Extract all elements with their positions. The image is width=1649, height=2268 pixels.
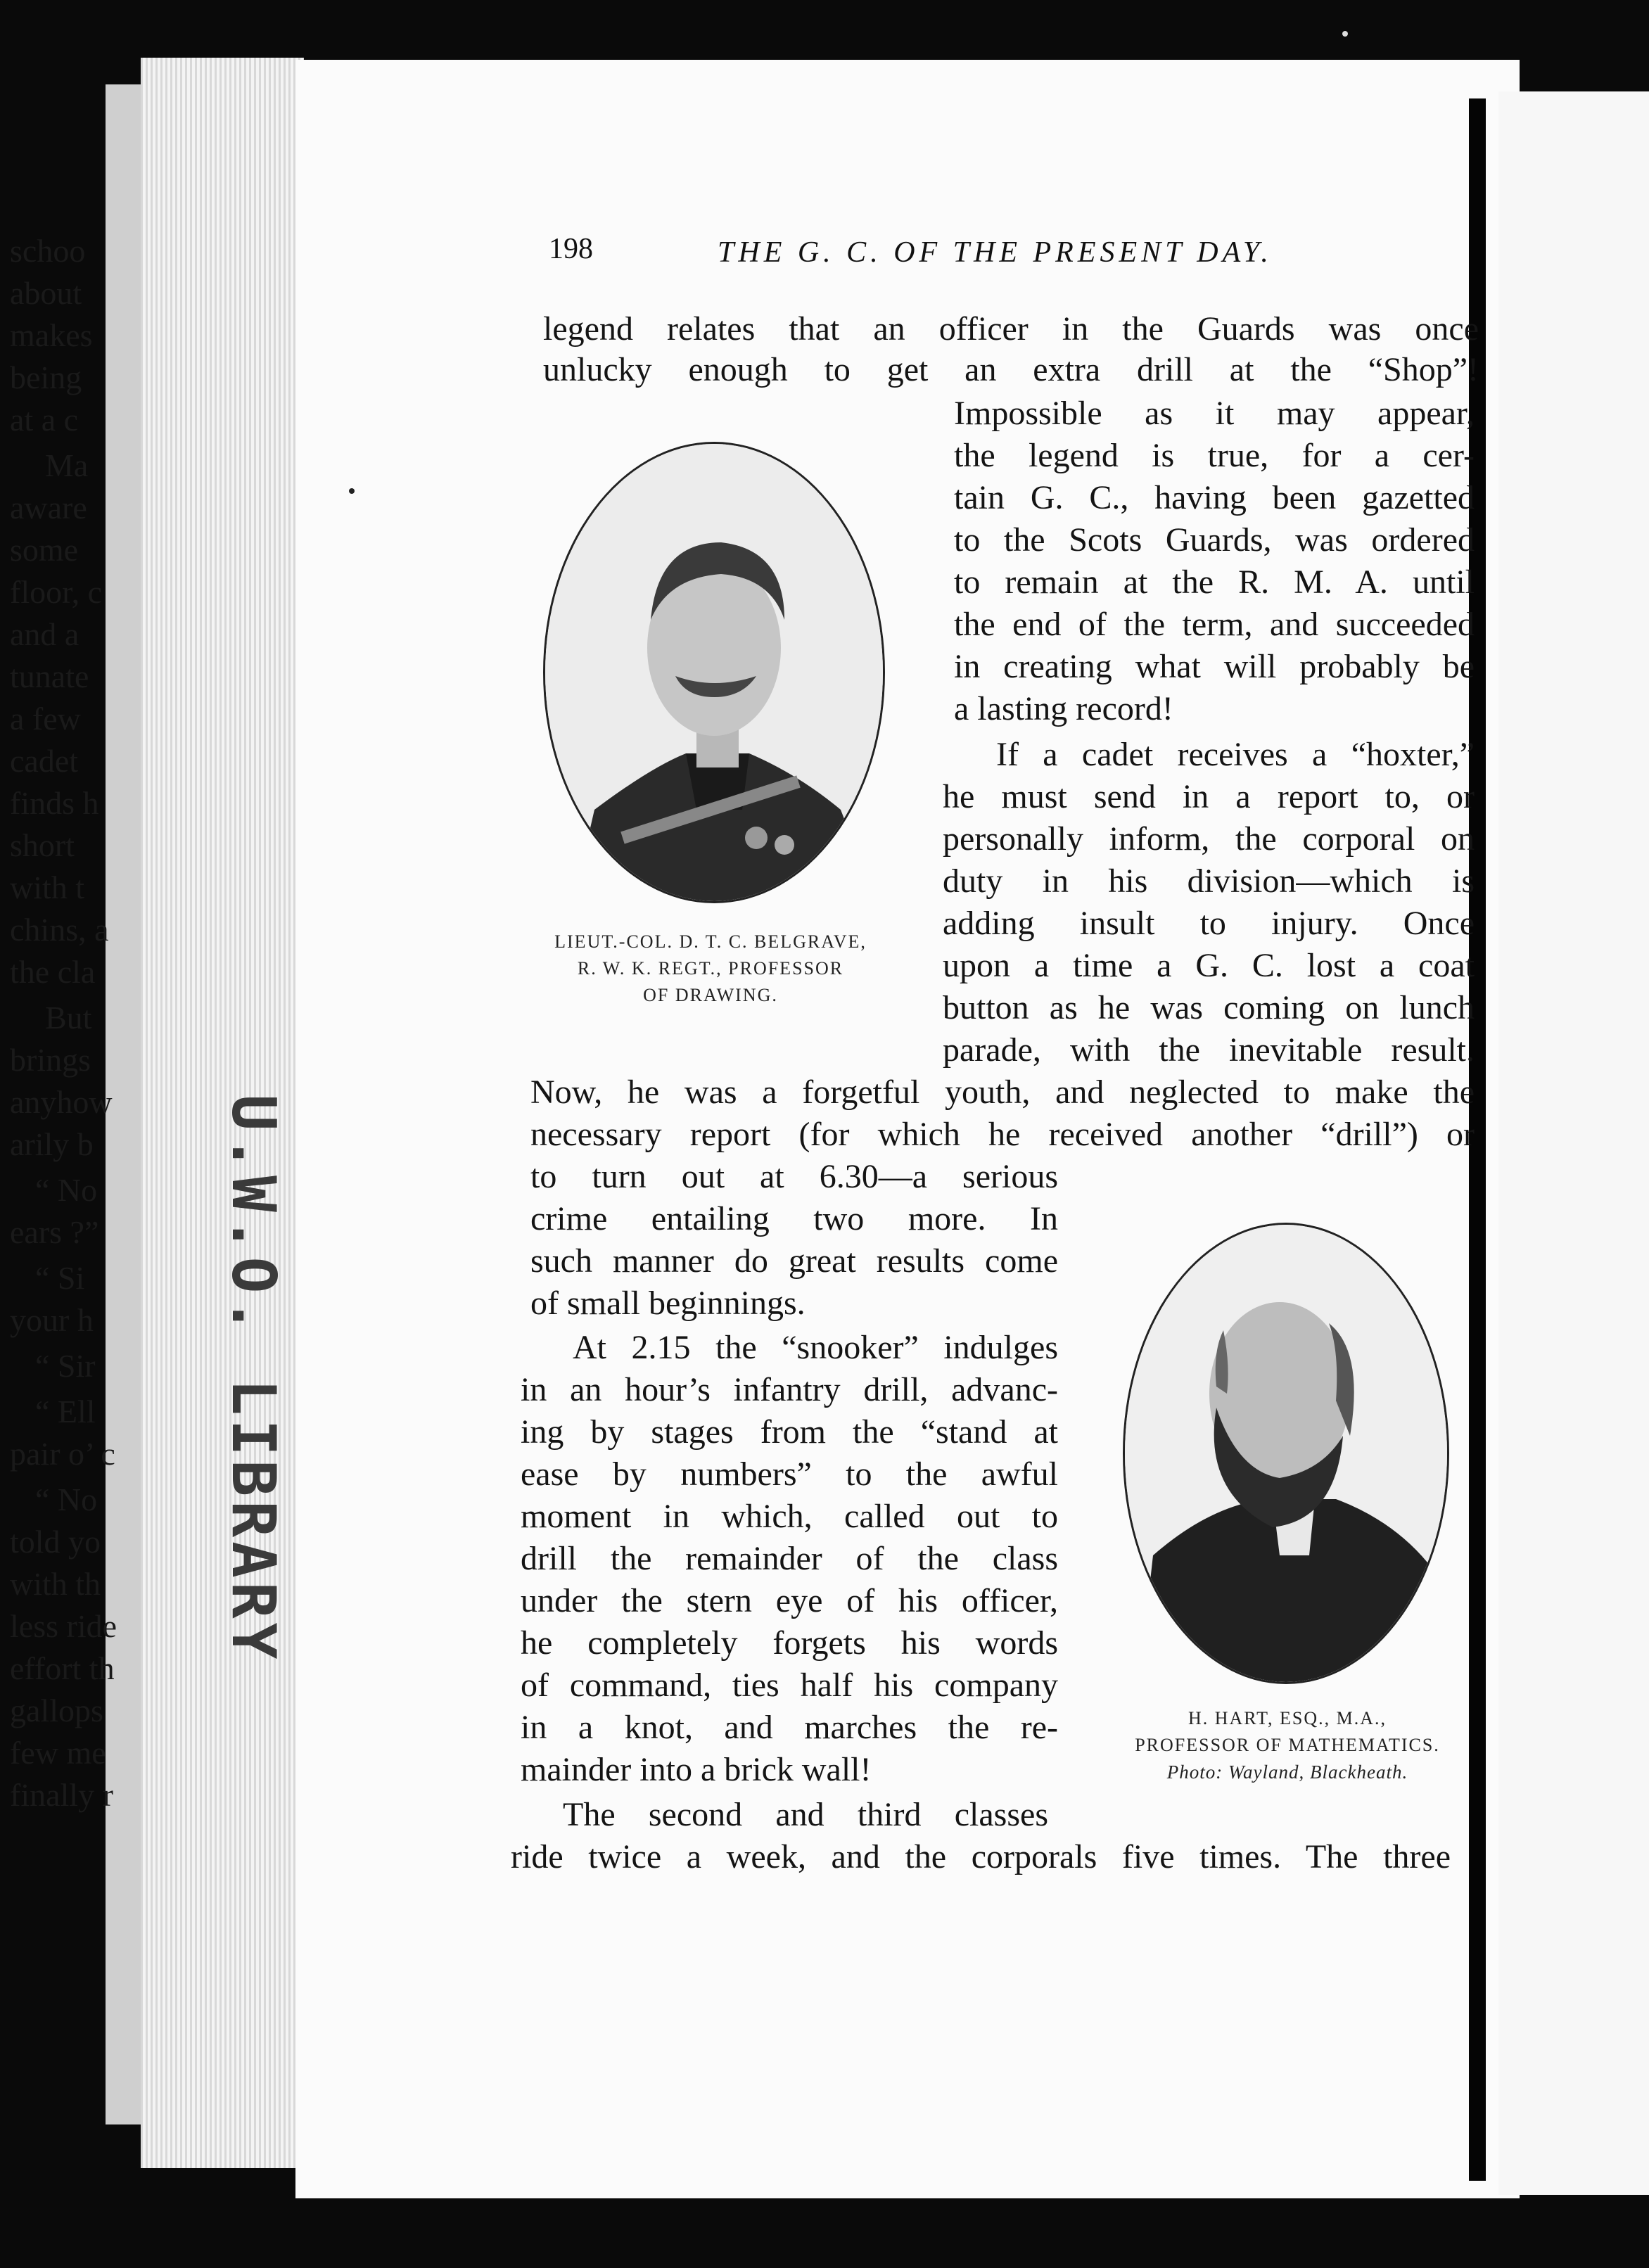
text-line: necessary report (for which he received another “drill”) or xyxy=(530,1116,1475,1153)
text-line: parade, with the inevitable result. xyxy=(943,1031,1475,1069)
next-page-line: tunate xyxy=(10,658,89,694)
text-line: he completely forgets his words xyxy=(521,1624,1058,1662)
text-line: of small beginnings. xyxy=(530,1285,806,1322)
next-page-line: “ Ell xyxy=(35,1394,96,1429)
text-line: a lasting record! xyxy=(954,690,1173,727)
text-line: duty in his division—which is xyxy=(943,862,1475,900)
next-page-line: gallops xyxy=(10,1693,103,1728)
text-line: to turn out at 6.30—a serious xyxy=(530,1158,1058,1195)
text-line: button as he was coming on lunch xyxy=(943,989,1475,1026)
speck xyxy=(1342,31,1348,37)
text-line: in an hour’s infantry drill, advanc- xyxy=(521,1371,1058,1408)
text-line: drill the remainder of the class xyxy=(521,1540,1058,1577)
page-number: 198 xyxy=(549,233,593,265)
text-line: such manner do great results come xyxy=(530,1242,1058,1280)
portrait-hart-image xyxy=(1125,1225,1447,1682)
portrait-hart xyxy=(1123,1223,1449,1684)
text-line: ing by stages from the “stand at xyxy=(521,1413,1058,1451)
next-page-line: schoo xyxy=(10,233,86,269)
next-page-line: and a xyxy=(10,616,79,652)
text-line: adding insult to injury. Once xyxy=(943,905,1475,942)
caption-line: H. HART, ESQ., M.A., xyxy=(1188,1708,1387,1728)
figure2-caption xyxy=(1097,1705,1477,1785)
next-page-line: But xyxy=(45,1000,92,1036)
next-page-line: less ride xyxy=(10,1608,117,1644)
text-line: mainder into a brick wall! xyxy=(521,1751,872,1788)
text-line: The second and third classes xyxy=(563,1796,1048,1833)
next-page-line: finds h xyxy=(10,785,99,821)
caption-line: PROFESSOR OF MATHEMATICS. xyxy=(1135,1735,1440,1755)
next-page xyxy=(1498,91,1649,2195)
next-page-line: your h xyxy=(10,1302,94,1338)
photo-credit: Photo: Wayland, Blackheath. xyxy=(1166,1761,1408,1783)
library-stamp xyxy=(211,1094,295,1664)
text-line: to the Scots Guards, was ordered xyxy=(954,521,1475,559)
library-stamp-text: U.W.O. LIBRARY xyxy=(218,1094,288,1664)
caption-line: R. W. K. REGT., PROFESSOR xyxy=(577,958,844,979)
speck xyxy=(349,488,355,494)
next-page-line: makes xyxy=(10,317,93,353)
text-line: legend relates that an officer in the Guards was once xyxy=(543,310,1479,348)
text-line: upon a time a G. C. lost a coat xyxy=(943,947,1475,984)
next-page-line: chins, a xyxy=(10,912,109,948)
text-line: in creating what will probably be xyxy=(954,648,1475,685)
next-page-line: ears ?” xyxy=(10,1214,99,1250)
text-line: he must send in a report to, or xyxy=(943,778,1475,815)
portrait-belgrave xyxy=(543,442,885,903)
next-page-line: Ma xyxy=(45,447,89,483)
next-page-line: effort th xyxy=(10,1650,115,1686)
next-page-line: told yo xyxy=(10,1524,101,1560)
text-line: moment in which, called out to xyxy=(521,1498,1058,1535)
next-page-line: a few xyxy=(10,701,81,737)
figure1-caption xyxy=(507,929,915,1009)
next-page-line: pair o’ c xyxy=(10,1436,115,1472)
text-line: crime entailing two more. In xyxy=(530,1200,1058,1237)
next-page-line: short xyxy=(10,827,75,863)
text-line: the legend is true, for a cer- xyxy=(954,437,1475,474)
text-line: If a cadet receives a “hoxter,” xyxy=(996,736,1475,773)
next-page-line: “ Sir xyxy=(35,1348,96,1384)
next-page-line: with th xyxy=(10,1566,101,1602)
next-page-line: brings xyxy=(10,1042,91,1078)
next-page-line: few me xyxy=(10,1735,106,1771)
text-line: Impossible as it may appear, xyxy=(954,395,1475,432)
text-line: ride twice a week, and the corporals five times. The three xyxy=(511,1838,1451,1875)
text-line: Now, he was a forgetful youth, and neglected to make the xyxy=(530,1074,1475,1111)
text-line: ease by numbers” to the awful xyxy=(521,1455,1058,1493)
text-line: of command, ties half his company xyxy=(521,1667,1058,1704)
caption-line: LIEUT.-COL. D. T. C. BELGRAVE, xyxy=(554,931,867,952)
portrait-belgrave-image xyxy=(545,444,883,901)
text-line: under the stern eye of his officer, xyxy=(521,1582,1058,1619)
next-page-line: aware xyxy=(10,490,87,525)
text-line: tain G. C., having been gazetted xyxy=(954,479,1475,516)
text-line: in a knot, and marches the re- xyxy=(521,1709,1058,1746)
next-page-line: about xyxy=(10,275,82,311)
next-page-line: being xyxy=(10,359,82,395)
caption-line: OF DRAWING. xyxy=(643,985,778,1005)
next-page-line: with t xyxy=(10,869,85,905)
next-page-line: arily b xyxy=(10,1126,94,1162)
text-line: the end of the term, and succeeded xyxy=(954,606,1475,643)
next-page-line: the cla xyxy=(10,954,96,990)
next-page-line: “ No xyxy=(35,1172,98,1208)
next-page-line: floor, c xyxy=(10,574,102,610)
text-line: personally inform, the corporal on xyxy=(943,820,1475,858)
next-page-line: some xyxy=(10,532,79,568)
next-page-line: anyhow xyxy=(10,1084,113,1120)
next-page-line: finally r xyxy=(10,1777,113,1813)
next-page-line: “ Si xyxy=(35,1260,85,1296)
text-line: to remain at the R. M. A. until xyxy=(954,563,1475,601)
running-title: THE G. C. OF THE PRESENT DAY. xyxy=(718,236,1273,269)
text-line: At 2.15 the “snooker” indulges xyxy=(573,1329,1058,1366)
next-page-line: at a c xyxy=(10,402,79,438)
text-line: unlucky enough to get an extra drill at the “Shop”! xyxy=(543,351,1479,388)
next-page-line: cadet xyxy=(10,743,79,779)
next-page-line: “ No xyxy=(35,1482,98,1517)
